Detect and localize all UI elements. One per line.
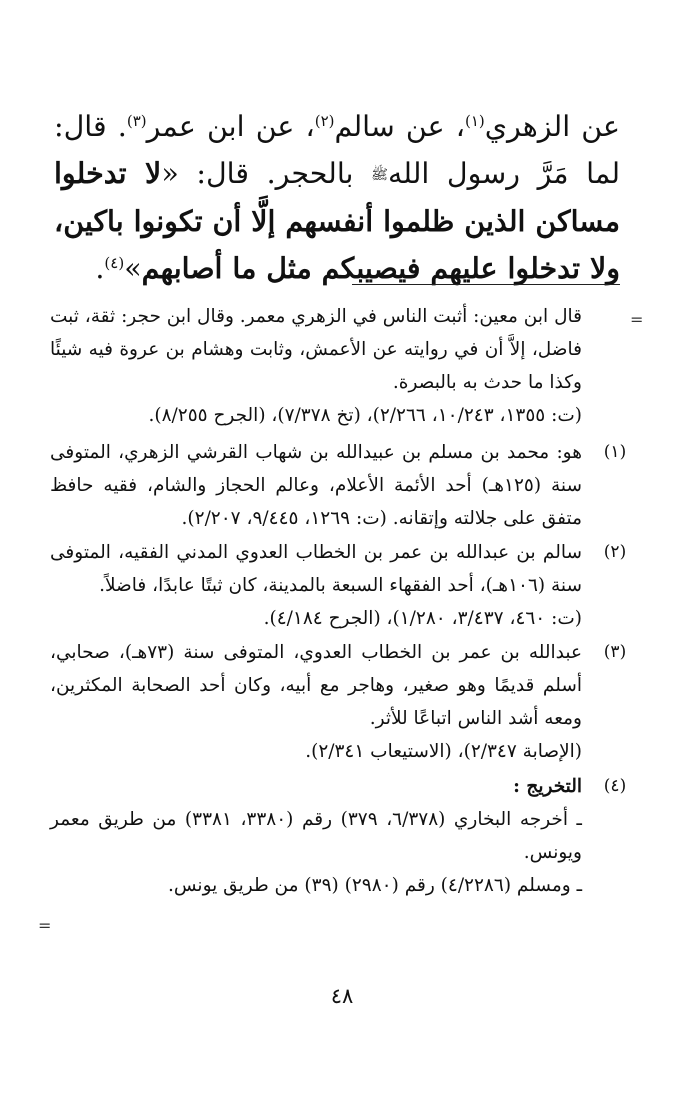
page-number: ٤٨ — [330, 984, 354, 1008]
continuation-mark-bottom: = — [38, 916, 52, 935]
main-text-seg-2: ، عن سالم — [334, 110, 465, 143]
footnote-3-line-2: (الإصابة ٢/٣٤٧)، (الاستيعاب ٢/٣٤١). — [305, 741, 582, 762]
footnote-2-line-1: سالم بن عبدالله بن عمر بن الخطاب العدوي المدني الفقيه، المتوفى سنة (١٠٦هـ)، أحد الفقهاء السبعة بالمدينة، كان ثبتًا عابدًا، فاضلاً. — [50, 542, 582, 596]
footnote-2-body — [50, 536, 582, 635]
main-text-seg-6: » — [124, 252, 142, 285]
footnote-ref-3[interactable]: (٣) — [126, 112, 147, 130]
continuation-mark-top: = — [630, 310, 644, 329]
footnote-4-number: (٤) — [603, 776, 627, 796]
footnote-2-number: (٢) — [603, 542, 627, 562]
footnote-4-heading: التخريج : — [513, 776, 582, 797]
main-text-seg-5: بالحجر. قال: « — [161, 157, 372, 190]
footnote-3-line-1: عبدالله بن عمر بن الخطاب العدوي، المتوفى سنة (٧٣هـ)، صحابي، أسلم قديمًا وهو صغير، وهاجر مع أبيه، وكان أحد الصحابة المكثرين، ومعه أشد الناس اتباعًا للأثر. — [50, 642, 582, 729]
footnote-1-body — [50, 436, 582, 535]
footnote-carry-over-body — [50, 300, 582, 432]
footnote-carry-over — [50, 300, 630, 432]
footnote-1-number: (١) — [603, 442, 627, 462]
footnote-1-text: هو: محمد بن مسلم بن عبيدالله بن شهاب القرشي الزهري، المتوفى سنة (١٢٥هـ) أحد الأئمة الأعلام، وعالم الحجاز والشام، فقيه حافظ متفق على جلالته وإتقانه. (ت: ١٢٦٩، ٩/٤٤٥، ٢/٢٠٧). — [50, 442, 582, 529]
footnote-separator — [352, 284, 620, 285]
footnote-3 — [50, 636, 630, 768]
footnote-2 — [50, 536, 630, 635]
footnote-4-line-2: ـ ومسلم (٤/٢٢٨٦) رقم (٢٩٨٠) (٣٩) من طريق يونس. — [167, 875, 582, 896]
footnote-ref-1[interactable]: (١) — [464, 112, 485, 130]
footnote-3-number: (٣) — [603, 642, 627, 662]
footnote-1 — [50, 436, 630, 535]
footnote-carry-over-line-2: (ت: ١٣٥٥، ١٠/٢٤٣، ٢/٢٦٦)، (تخ ٧/٣٧٨)، (الجرح ٨/٢٥٥). — [148, 405, 582, 426]
honorific-glyph: ﷺ — [371, 167, 388, 183]
main-text-seg-7: . — [95, 252, 105, 285]
footnote-3-body — [50, 636, 582, 768]
main-text — [54, 104, 620, 292]
main-text-seg-1: عن الزهري — [484, 110, 620, 143]
hadith-quote: لا تدخلوا مساكن الذين ظلموا أنفسهم إلَّا أن تكونوا باكين، ولا تدخلوا عليهم فيصيبكم مثل ما أصابهم — [54, 156, 620, 285]
footnote-4-body — [50, 770, 582, 902]
footnote-ref-4[interactable]: (٤) — [104, 254, 125, 272]
footnote-ref-2[interactable]: (٢) — [314, 112, 335, 130]
footnote-4 — [50, 770, 630, 902]
footnote-4-line-1: ـ أخرجه البخاري (٦/٣٧٨، ٣٧٩) رقم (٣٣٨٠، ٣٣٨١) من طريق معمر ويونس. — [50, 809, 582, 863]
main-text-seg-3: ، عن ابن عمر — [146, 110, 315, 143]
main-text-seg-4: . قال: لما مَرَّ رسول الله — [54, 110, 621, 190]
footnote-2-line-2: (ت: ٤٦٠، ٣/٤٣٧، ١/٢٨٠)، (الجرح ٤/١٨٤). — [263, 608, 582, 629]
footnote-carry-over-line-1: قال ابن معين: أثبت الناس في الزهري معمر. وقال ابن حجر: ثقة، ثبت فاضل، إلاَّ أن في روايته عن الأعمش، وثابت وهشام بن عروة فيه شيئًا وكذا ما حدث به بالبصرة. — [50, 306, 582, 393]
